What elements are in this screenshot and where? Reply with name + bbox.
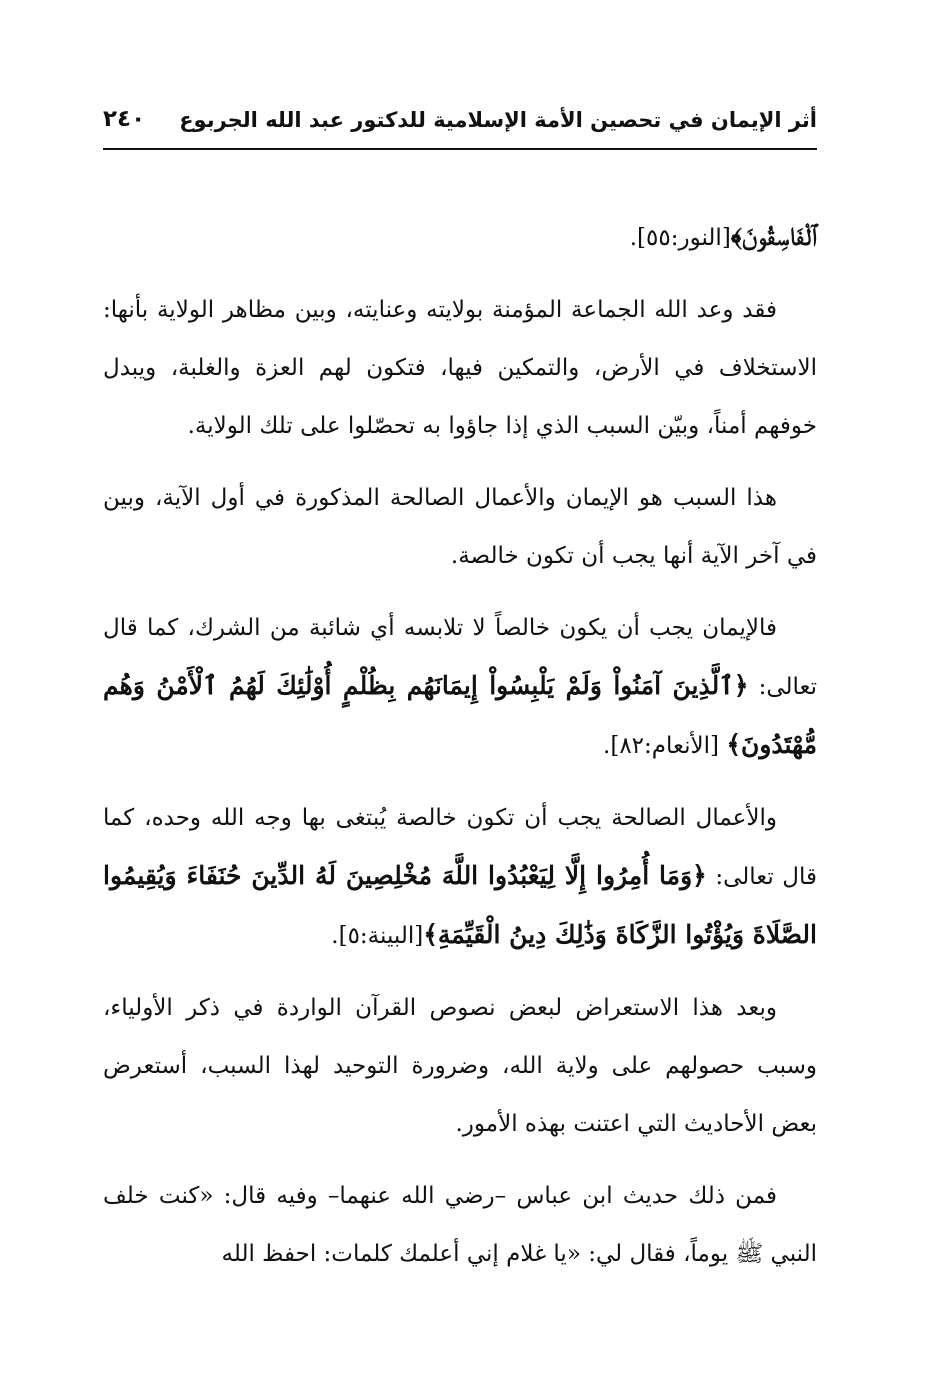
paragraph [103,208,817,267]
quran-verse: ﴿وَمَا أُمِرُوا إِلَّا لِيَعْبُدُوا اللَّهَ مُخْلِصِينَ لَهُ الدِّينَ حُنَفَاءَ وَيُقِيمُوا الصَّلَاةَ وَيُؤْتُوا الزَّكَاةَ وَذَٰلِكَ دِينُ الْقَيِّمَةِ﴾ [103,861,817,949]
page-number: ٢٤٠ [103,106,146,132]
paragraph [103,979,817,1153]
paragraph-text: [البينة:٥]. [331,923,424,949]
header-rule [103,148,817,150]
paragraph-text: فمن ذلك حديث ابن عباس –رضي الله عنهما– وفيه قال: «كنت خلف النبي ﷺ يوماً، فقال لي: «يا غلام إني أعلمك كلمات: احفظ الله [103,1183,817,1267]
quran-verse: ﭐلْفَاسِقُونَ﴾ [730,222,817,251]
paragraph-text: [الأنعام:٨٢]. [603,733,727,759]
body-text [103,208,817,1297]
paragraph-text: [النور:٥٥]. [629,225,731,251]
paragraph-text: والأعمال الصالحة يجب أن تكون خالصة يُبتغى بها وجه الله وحده، كما قال تعالى: [103,805,817,890]
paragraph-text: وبعد هذا الاستعراض لبعض نصوص القرآن الواردة في ذكر الأولياء، وسبب حصولهم على ولاية الله، وضرورة التوحيد لهذا السبب، أستعرض بعض الأحاديث التي اعتنت بهذه الأمور. [103,995,817,1137]
paragraph-text: فقد وعد الله الجماعة المؤمنة بولايته وعنايته، وبين مظاهر الولاية بأنها: الاستخلاف في الأرض، والتمكين فيها، فتكون لهم العزة والغلبة، ويبدل خوفهم أمناً، وبيّن السبب الذي إذا جاؤوا به تحصّلوا على تلك الولاية. [103,297,817,439]
paragraph [103,1167,817,1283]
paragraph [103,789,817,965]
paragraph-text: فالإيمان يجب أن يكون خالصاً لا تلابسه أي شائبة من الشرك، كما قال تعالى: [103,615,818,700]
paragraph [103,469,817,585]
header-title: أثر الإيمان في تحصين الأمة الإسلامية للدكتور عبد الله الجربوع [179,108,817,132]
quran-verse: ﴿ٱلَّذِينَ آمَنُواْ وَلَمْ يَلْبِسُواْ إِيمَانَهُم بِظُلْمٍ أُوْلَٰئِكَ لَهُمُ ٱلْأَمْنُ وَهُم مُّهْتَدُونَ﴾ [103,671,817,759]
paragraph [103,281,817,455]
paragraph [103,599,817,775]
running-header [103,100,817,150]
paragraph-text: هذا السبب هو الإيمان والأعمال الصالحة المذكورة في أول الآية، وبين في آخر الآية أنها يجب أن تكون خالصة. [103,485,817,569]
